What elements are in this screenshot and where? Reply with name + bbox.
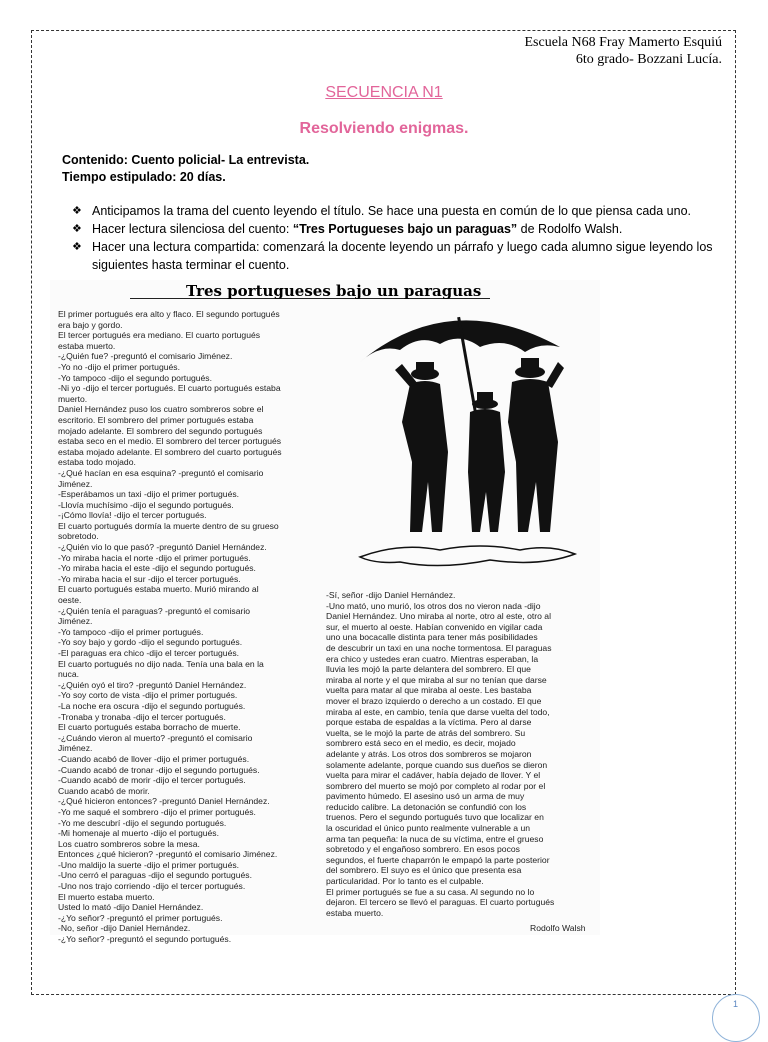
umbrella-silhouette-illustration xyxy=(340,292,580,592)
story-line: -Yo tampoco -dijo el primer portugués. xyxy=(58,626,204,637)
activity-text: Hacer una lectura compartida: comenzará la docente leyendo un párrafo y luego cada alumno sigue leyendo los siguientes hasta terminar el cuento. xyxy=(92,240,713,272)
story-line: -Uno mató, uno murió, los otros dos no vieron nada -dijo xyxy=(326,600,541,611)
activity-text: Anticipamos la trama del cuento leyendo el título. Se hace una puesta en común de lo que piensa cada uno. xyxy=(92,204,692,218)
story-line: estaba muerto. xyxy=(326,907,384,918)
story-line: particularidad. Por lo tanto es el culpable. xyxy=(326,876,484,887)
sequence-subtitle: Resolviendo enigmas. xyxy=(299,120,469,137)
story-line: estaba todo mojado. xyxy=(58,457,136,468)
story-line: de descubrir un taxi en una noche tormentosa. El paraguas xyxy=(326,642,552,653)
story-line: estaba seco en el medio. El sombrero del tercer portugués xyxy=(58,436,282,447)
story-line: segundos, el fuerte chaparrón le empapó la parte posterior xyxy=(326,854,550,865)
story-line: sombrero está seco en el medio, es decir, mojado xyxy=(326,738,516,749)
story-line: -Llovía muchísimo -dijo el segundo portugués. xyxy=(58,499,234,510)
activity-list xyxy=(72,202,732,274)
story-line: -Yo miraba hacia el este -dijo el segundo portugués. xyxy=(58,563,256,574)
story-line: sur, el muerto al oeste. Habían convenido en vigilar cada xyxy=(326,621,543,632)
story-line: -¿Qué hacían en esa esquina? -preguntó el comisario xyxy=(58,467,264,478)
story-line: sombrero del muerto se mojó por completo al rodar por el xyxy=(326,780,546,791)
story-line: -Yo miraba hacia el sur -dijo el tercer portugués. xyxy=(58,573,241,584)
story-line: dejaron. El tercero se llevó el paraguas. El cuarto portugués xyxy=(326,897,555,908)
grade-teacher: 6to grado- Bozzani Lucía. xyxy=(575,52,722,67)
story-line: porque estaba de espaldas a la víctima. Pero al darse xyxy=(326,717,532,728)
story-column-left xyxy=(58,309,343,945)
content-line: Contenido: Cuento policial- La entrevista. xyxy=(62,153,310,167)
story-line: vuelta para mirar el cadáver, había dejado de llover. Y el xyxy=(326,770,541,781)
story-line: Entonces ¿qué hicieron? -preguntó el comisario Jiménez. xyxy=(58,849,278,860)
sequence-title: SECUENCIA N1 xyxy=(325,84,443,101)
story-line: vuelta para matar al que miraba al oeste. Les bastaba xyxy=(326,685,532,696)
story-line: -Yo no -dijo el primer portugués. xyxy=(58,361,180,372)
story-line: -Yo soy bajo y gordo -dijo el segundo portugués. xyxy=(58,637,243,648)
story-line: El muerto estaba muerto. xyxy=(58,891,155,902)
story-line: Cuando acabó de morir. xyxy=(58,785,150,796)
story-line: -Mi homenaje al muerto -dijo el portugués. xyxy=(58,828,219,839)
story-line: estaba mojado adelante. El sombrero del cuarto portugués xyxy=(58,446,282,457)
story-line: -Uno maldijo la suerte -dijo el primer portugués. xyxy=(58,859,240,870)
story-line: estaba muerto. xyxy=(58,340,116,351)
story-line: adelante y atrás. Los otros dos sombreros se mojaron xyxy=(326,748,532,759)
story-line: miraba al este, en cambio, tenía que darse vuelta del todo, xyxy=(326,706,550,717)
story-line: mover el brazo izquierdo o derecho a un costado. El que xyxy=(326,695,542,706)
story-line: Los cuatro sombreros sobre la mesa. xyxy=(58,838,200,849)
story-line: era chico y ustedes eran cuatro. Mientras esperaban, la xyxy=(326,653,539,664)
story-line: escritorio. El sombrero del primer portugués estaba xyxy=(58,414,254,425)
story-line: -Yo me descubrí -dijo el segundo portugués. xyxy=(58,817,227,828)
story-line: vuelta, se le mojó la parte de atrás del sombrero. Su xyxy=(326,727,526,738)
story-line: -¿Quién oyó el tiro? -preguntó Daniel Hernández. xyxy=(58,679,247,690)
story-line: la oscuridad el único punto realmente vulnerable a un xyxy=(326,823,530,834)
story-line: El primer portugués se fue a su casa. Al segundo no lo xyxy=(326,886,535,897)
story-line: El cuarto portugués dormía la muerte dentro de su grueso xyxy=(58,520,279,531)
story-line: lluvia les mojó la parte delantera del sombrero. El que xyxy=(326,664,531,675)
story-line: mojado adelante. El sombrero del segundo portugués xyxy=(58,425,263,436)
story-line: oeste. xyxy=(58,595,82,606)
diamond-bullet-icon: ❖ xyxy=(72,241,82,253)
diamond-bullet-icon: ❖ xyxy=(72,205,82,217)
story-line: reducido calibre. La detonación se confundió con los xyxy=(326,801,527,812)
story-column-right xyxy=(326,590,598,918)
story-title: Tres portugueses bajo un paraguas xyxy=(186,282,482,300)
activity-item xyxy=(72,202,732,220)
story-line: -Esperábamos un taxi -dijo el primer portugués. xyxy=(58,489,240,500)
story-line: -¡Cómo llovía! -dijo el tercer portugués. xyxy=(58,510,207,521)
story-line: -Uno nos trajo corriendo -dijo el tercer portugués. xyxy=(58,881,246,892)
story-line: Daniel Hernández. Uno miraba al norte, otro al este, otro al xyxy=(326,611,551,622)
story-line: nuca. xyxy=(58,669,80,680)
activity-item xyxy=(72,238,732,274)
school-header xyxy=(524,34,722,68)
school-name: Escuela N68 Fray Mamerto Esquiú xyxy=(524,35,722,50)
story-line: -¿Qué hicieron entonces? -preguntó Daniel Hernández. xyxy=(58,796,270,807)
story-line: sobretodo y el engañoso sombrero. En esos pocos xyxy=(326,844,520,855)
story-line: Jiménez. xyxy=(58,616,93,627)
story-line: Jiménez. xyxy=(58,478,93,489)
story-line: -¿Cuándo vieron al muerto? -preguntó el comisario xyxy=(58,732,253,743)
story-line: -Tronaba y tronaba -dijo el tercer portugués. xyxy=(58,711,226,722)
story-line: -¿Yo señor? -preguntó el primer portugués. xyxy=(58,912,223,923)
story-line: -El paraguas era chico -dijo el tercer portugués. xyxy=(58,648,240,658)
story-line: -Ni yo -dijo el tercer portugués. El cuarto portugués estaba xyxy=(58,383,281,394)
story-line: -Yo miraba hacia el norte -dijo el primer portugués. xyxy=(58,552,251,563)
story-line: del sombrero. El suyo es el único que presenta esa xyxy=(326,865,522,876)
story-line: -Sí, señor -dijo Daniel Hernández. xyxy=(326,590,456,600)
story-line: -¿Quién tenía el paraguas? -preguntó el comisario xyxy=(58,605,251,616)
diamond-bullet-icon: ❖ xyxy=(72,223,82,235)
author-signature: Rodolfo Walsh xyxy=(530,923,586,933)
story-line: Daniel Hernández puso los cuatro sombreros sobre el xyxy=(58,404,264,415)
story-line: solamente adelante, porque cuando sus dueños se dieron xyxy=(326,759,548,770)
activity-item xyxy=(72,220,732,238)
story-line: -Yo tampoco -dijo el segundo portugués. xyxy=(58,372,212,383)
story-line: -¿Yo señor? -preguntó el segundo portugués. xyxy=(58,934,232,945)
content-info xyxy=(62,152,309,186)
story-line: El cuarto portugués estaba borracho de muerte. xyxy=(58,722,241,733)
story-line: miraba al norte y el que miraba al sur no tenían que darse xyxy=(326,674,547,685)
story-line: -Cuando acabó de morir -dijo el tercer portugués. xyxy=(58,775,246,786)
story-line: El cuarto portugués no dijo nada. Tenía una bala en la xyxy=(58,658,264,669)
story-line: -La noche era oscura -dijo el segundo portugués. xyxy=(58,700,246,711)
story-line: pavimento húmedo. El asesino usó un arma de muy xyxy=(326,791,525,802)
story-line: -Cuando acabó de tronar -dijo el segundo portugués. xyxy=(58,764,260,775)
story-line: truenos. Pero el segundo portugués tuvo que localizar en xyxy=(326,812,544,823)
story-line: uno una bocacalle distinta para tener más posibilidades xyxy=(326,632,538,643)
story-line: -Yo me saqué el sombrero -dijo el primer portugués. xyxy=(58,806,256,817)
story-line: El cuarto portugués estaba muerto. Murió mirando al xyxy=(58,584,259,595)
story-line: Usted lo mató -dijo Daniel Hernández. xyxy=(58,902,204,913)
activity-text-pre: Hacer lectura silenciosa del cuento: xyxy=(92,222,293,236)
story-line: era bajo y gordo. xyxy=(58,319,123,330)
story-line: -¿Quién vio lo que pasó? -preguntó Daniel Hernández. xyxy=(58,542,267,553)
time-line: Tiempo estipulado: 20 días. xyxy=(62,170,226,184)
story-line: -No, señor -dijo Daniel Hernández. xyxy=(58,923,191,934)
story-line: El tercer portugués era mediano. El cuarto portugués xyxy=(58,330,261,341)
story-line: arma tan pequeña: la nuca de su víctima, entre el grueso xyxy=(326,833,544,844)
story-line: -Cuando acabó de llover -dijo el primer portugués. xyxy=(58,753,250,764)
story-line: -¿Quién fue? -preguntó el comisario Jiménez. xyxy=(58,351,233,362)
story-line: -Uno cerró el paraguas -dijo el segundo portugués. xyxy=(58,870,252,881)
activity-text-post: de Rodolfo Walsh. xyxy=(517,222,623,236)
story-line: -Yo soy corto de vista -dijo el primer portugués. xyxy=(58,690,238,701)
story-line: Jiménez. xyxy=(58,743,93,754)
story-line: muerto. xyxy=(58,393,88,404)
page-number: 1 xyxy=(733,999,739,1009)
story-line: sobretodo. xyxy=(58,531,99,542)
page-number-badge xyxy=(712,994,760,1042)
story-title-ref: “Tres Portugueses bajo un paraguas” xyxy=(292,222,518,236)
story-line: El primer portugués era alto y flaco. El segundo portugués xyxy=(58,309,280,319)
